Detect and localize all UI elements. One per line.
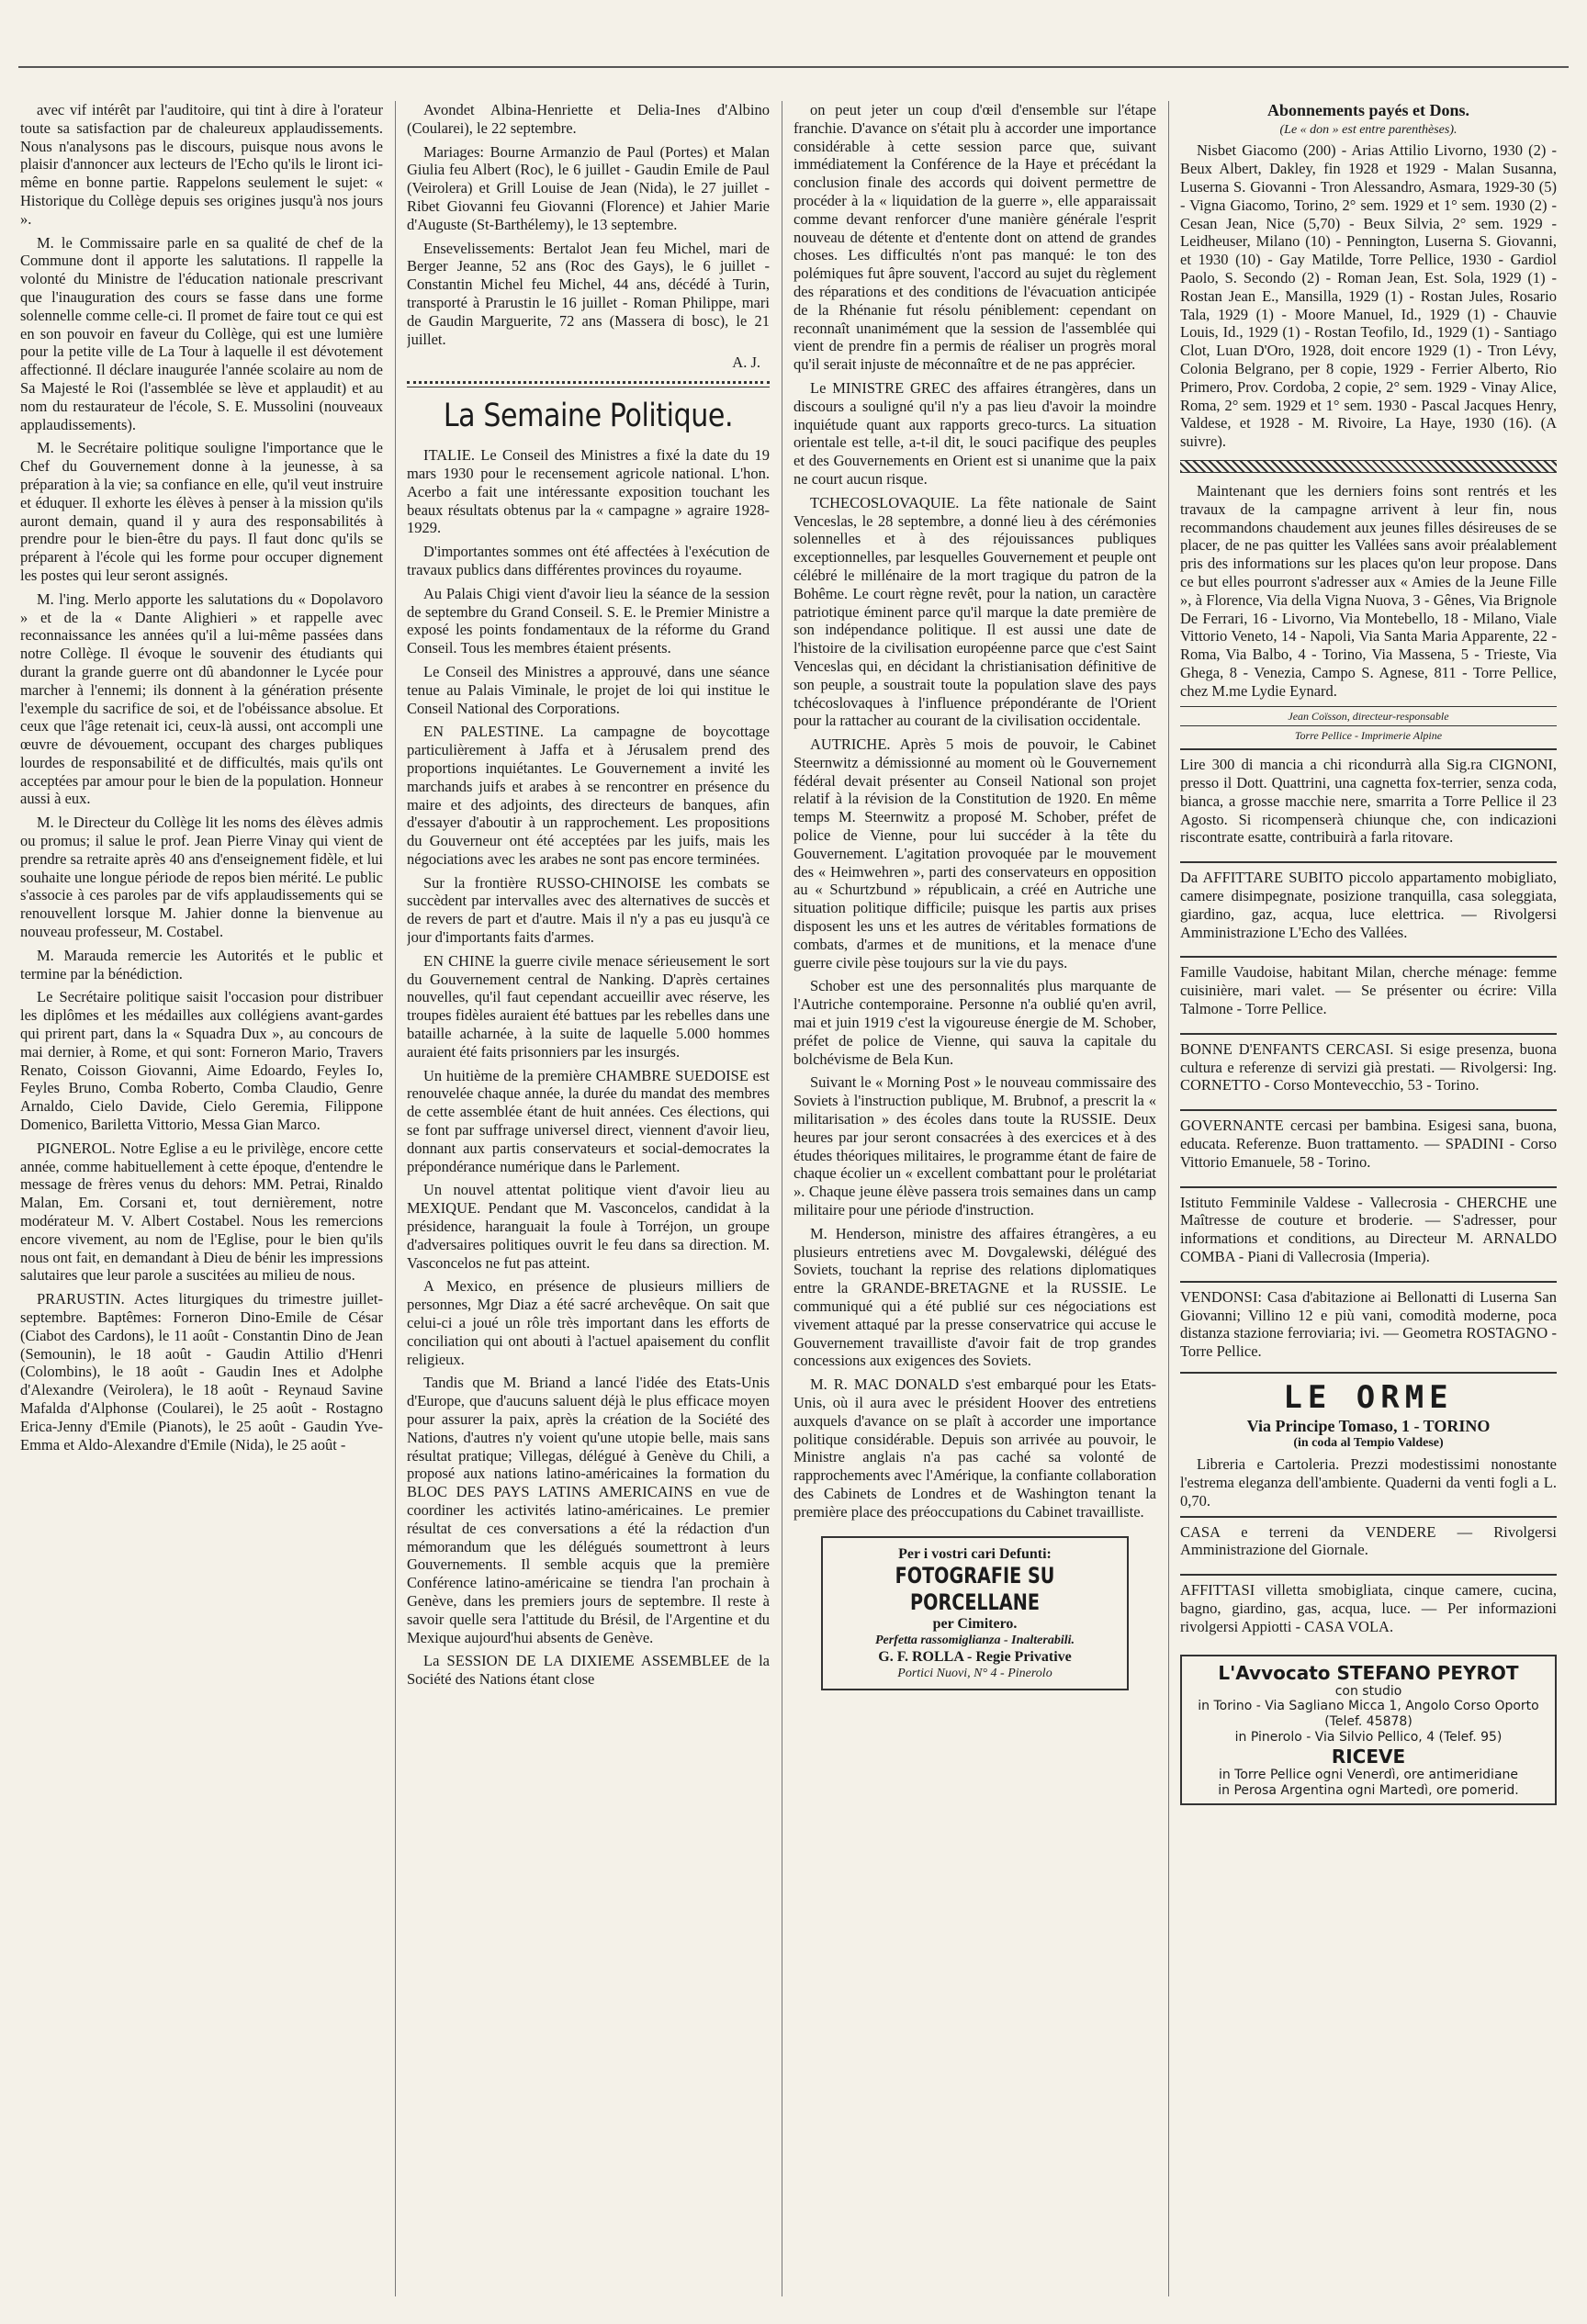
subscriptions-list: Nisbet Giacomo (200) - Arias Attilio Livorno, 1930 (2) - Beux Albert, Dakley, fin 1928 et 1929 - Malan Susanna, Luserna S. Giovanni - Tron Alessandro, Asmara, 1929-30 (5) - Vigna Giacomo, Torino, 2° sem. 1929 et 1° sem. 1930 (2) - Cesan Jean, Nice (5,70) - Beux Silvia, 2° sem. 1929 - Leidheuser, Milano (10) - Pennington, Luserna S. Giovanni, et 1930 (10) - Gay Matilde, Torre Pellice, 1930 - Gardiol Paolo, S. Secondo (2) - Roman Jean, Est. Sola, 1929 (1) - Rostan Jean E., Mansilla, 1929 (1) - Rostan Jules, Rosario Tala, 1929 (1) - Moore Manuel, Id., 1929 (1) - Chauvie Louis, Id., 1929 (1) - Rostan Teofilo, Id., 1929 (1) - Santiago Clot, Luan D'Oro, 1928, doit encore 1929 (1) - Tron Lévy, Colonia Belgrano, per 8 copie, 1929 - Ferrier Alberto, Rio Primero, Prov. Cordoba, 2 copie, 2° sem. 1929 - Vinay Alice, Roma, 2° sem. 1929 et 1° sem. 1930 - Pascal Jacques Henry, Valdese, et 1928 - M. Rivoire, La Haye, 1930 (16). (A suivre). xyxy=(1180,141,1557,451)
ad-text: Da AFFITTARE SUBITO piccolo appartamento mobigliato, camere disimpegnate, posizione tranquilla, casa soleggiata, giardino, gaz, acqua, luce elettrica. — Rivolgersi Amministrazione L'Echo des Vallées. xyxy=(1180,869,1557,941)
paragraph: PIGNEROL. Notre Eglise a eu le privilège, encore cette année, comme habituellement à cette époque, d'entendre le message de frères venus du dehors: MM. Petrai, Rinaldo Malan, Em. Corsani et, tout dernièrement, notre modérateur M. V. Albert Costabel. Nous les remercions encore vivement, au nom de l'Eglise, pour le bien qu'ils nous ont fait, en demandant à Dieu de bénir les impressions salutaires que leur parole a suscitées au milieu de nous. xyxy=(20,1139,383,1285)
column-4 xyxy=(1180,101,1557,2296)
le-orme-text: Libreria e Cartoleria. Prezzi modestissimi nonostante l'estrema eleganza dell'ambiente. Quaderni da venti fogli a L. 0,70. xyxy=(1180,1455,1557,1510)
classified-ad xyxy=(1180,1033,1557,1106)
lawyer-receives: RICEVE xyxy=(1331,1745,1406,1768)
classified-ad xyxy=(1180,1574,1557,1646)
photo-porcelain-ad xyxy=(821,1536,1129,1691)
paragraph: Le MINISTRE GREC des affaires étrangères, dans un discours a souligné qu'il n'y a pas lieu d'avoir la moindre inquiétude quant aux rapports greco-turcs. La situation orientale est telle, a-t-il dit, le souci pacifique des peuples et des Gouvernements en Orient est si unanime que la paix ne court aucun risque. xyxy=(794,378,1156,488)
ad-text: Lire 300 di mancia a chi ricondurrà alla Sig.ra CIGNONI, presso il Dott. Quattrini, una cagnetta fox-terrier, senza coda, bianca, a grosse macchie nere, smarrita a Torre Pellice il 23 Agosto. Si ricompenserà chiunque che, con indicazioni riscontrate esatte, contribuirà a farla ritovare. xyxy=(1180,756,1557,847)
paragraph: TCHECOSLOVAQUIE. La fête nationale de Saint Venceslas, le 28 septembre, a donné lieu à des cérémonies solennelles et à des réjouissances publiques exceptionnelles, par lesquelles Gouvernement et peuple ont célébré le millénaire de la mort tragique du patron de la Bohême. Le court règne revêt, pour la nation, un caractère patriotique éminent parce qu'il marque la date première de son indépendance politique. Il est aussi une date de l'histoire de la civilisation européenne parce que c'est Saint Venceslas qui, en décidant la christianisation définitive de son peuple, a soustrait toute la population slave des pays tchécoslovaques à l'influence prépondérante de l'Orient pour la rattacher au courant de la civilisation occidentale. xyxy=(794,493,1156,730)
paragraph: ITALIE. Le Conseil des Ministres a fixé la date du 19 mars 1930 pour le recensement agricole national. L'hon. Acerbo a fait une intéressante exposition touchant les beaux résultats obtenus par la « campagne » agraire 1928-1929. xyxy=(407,446,770,537)
imprint-printer: Torre Pellice - Imprimerie Alpine xyxy=(1180,725,1557,745)
ad-text: Famille Vaudoise, habitant Milan, cherche ménage: femme cuisinière, mari valet. — Se présenter ou écrire: Villa Talmone - Torre Pellice. xyxy=(1180,963,1557,1018)
ad-headline: FOTOGRAFIE SU PORCELLANE xyxy=(895,1562,1055,1615)
column-divider xyxy=(1168,101,1169,2296)
ad-text: BONNE D'ENFANTS CERCASI. Si esige presenza, buona cultura e referenze di servizi già prestati. — Rivolgersi: Ing. CORNETTO - Corso Montevecchio, 53 - Torino. xyxy=(1180,1039,1557,1095)
ad-line: Portici Nuovi, N° 4 - Pinerolo xyxy=(897,1666,1052,1680)
paragraph: La SESSION DE LA DIXIEME ASSEMBLEE de la Société des Nations étant close xyxy=(407,1652,770,1689)
section-title: La Semaine Politique. xyxy=(443,398,734,435)
paragraph: PRARUSTIN. Actes liturgiques du trimestre juillet-septembre. Baptêmes: Forneron Dino-Emile de César (Ciabot des Cardons), le 11 août - Constantin Dino de Jean (Semounin), le 18 août - Gaudin Attilio d'Henri (Colombins), le 18 août - Gaudin Ines et Adolphe d'Alexandre (Veirolera), le 18 août - Reynaud Savine Mafalda d'Alphonse (Coularei), le 25 août - Rostagno Erica-Jenny d'Emile (Pianots), le 25 août - Gaudin Yve-Emma et Aldo-Alexandre d'Emile (Nida), le 25 août - xyxy=(20,1290,383,1454)
ad-text: GOVERNANTE cercasi per bambina. Esigesi sana, buona, educata. Referenze. Buon trattamento. — SPADINI - Corso Vittorio Emanuele, 58 - Torino. xyxy=(1180,1117,1557,1171)
ad-text: AFFITTASI villetta smobigliata, cinque camere, cucina, bagno, giardino, gas, acqua, luce. — Per informazioni rivolgersi Appiotti - CASA VOLA. xyxy=(1180,1581,1557,1635)
imprint-director: Jean Coïsson, directeur-responsable xyxy=(1180,706,1557,725)
ad-text: Istituto Femminile Valdese - Vallecrosia - CHERCHE une Maîtresse de couture et broderie. — S'adresser, pour informations et conditions, au Directeur M. ARNALDO COMBA - Piani di Vallecrosia (Imperia). xyxy=(1180,1193,1557,1266)
lawyer-ad xyxy=(1180,1655,1557,1806)
paragraph: M. le Directeur du Collège lit les noms des élèves admis ou promus; il salue le prof. Jean Pierre Vinay qui vient de prendre sa retraite après 40 ans d'enseignement fidèle, et lui souhaite une longue période de repos bien mérité. Le public s'associe à ces paroles par de vifs applaudissements qui se renouvellent lorsque M. Jahier donne la bienvenue au nouveau professeur, M. Costabel. xyxy=(20,814,383,941)
paragraph: D'importantes sommes ont été affectées à l'exécution de travaux publics dans différentes provinces du royaume. xyxy=(407,543,770,578)
paragraph: Le Secrétaire politique saisit l'occasion pour distribuer les diplômes et les médailles aux collégiens avant-gardes qui prirent part, dans la « Squadra Dux », au concours de mai dernier, à Rome, et qui sont: Forneron Mario, Travers Renato, Coisson Giovanni, Aime Edoardo, Feyles Io, Feyles Bruno, Comba Roberto, Comba Claudio, Genre Arnaldo, Cielo Davide, Cielo Geremia, Filippone Domenico, Bariletta Vittorio, Messa Gian Marco. xyxy=(20,988,383,1134)
lawyer-line: con studio xyxy=(1334,1683,1402,1699)
column-divider xyxy=(395,101,396,2296)
ornamental-divider xyxy=(1180,460,1557,473)
subscriptions-heading: Abonnements payés et Dons. xyxy=(1266,101,1470,119)
classified-ad xyxy=(1180,1281,1557,1372)
paragraph: Suivant le « Morning Post » le nouveau commissaire des Soviets à l'instruction publique, M. Brubnof, a prescrit la « militarisation » des écoles dans toute la RUSSIE. Deux heures par jour seront consacrées à des exercices et à des études théoriques militaires, le programme étant de faire de chaque écolier un « excellent combattant pour le prolétariat ». Chaque jeune élève passera trois semaines dans un camp militaire pour une période d'instruction. xyxy=(794,1073,1156,1219)
paragraph: Sur la frontière RUSSO-CHINOISE les combats se succèdent par intervalles avec des alternatives de succès et de revers de part et d'autre. Mais il n'y a pas eu jusqu'à ce jour d'importants faits d'armes. xyxy=(407,873,770,947)
paragraph: Avondet Albina-Henriette et Delia-Ines d'Albino (Coularei), le 22 septembre. xyxy=(407,101,770,137)
column-2 xyxy=(407,101,770,2296)
paragraph: Un huitième de la première CHAMBRE SUEDOISE est renouvelée chaque année, la durée du mandat des membres de cette assemblée étant de huit années. Ces élections, qui se font par suffrage universel direct, viennent d'avoir lieu, donnant aux partis conservateurs et social-democrates la prépondérance numérique dans le Parlement. xyxy=(407,1066,770,1175)
paragraph: Schober est une des personnalités plus marquante de l'Autriche contemporaine. Personne n'a oublié qu'en avril, mai et juin 1919 c'est la vigoureuse énergie de M. Schober, préfet de police de Vienne, qui sauva la capitale du bolchévisme de Bela Kun. xyxy=(794,977,1156,1068)
paragraph: M. le Secrétaire politique souligne l'importance que le Chef du Gouvernement donne à la jeunesse, à sa préparation à la vie; sa confiance en elle, qu'il veut instruire et éduquer. Il exhorte les élèves à penser à la mission qu'ils auront demain, quand il y aura des responsabilités à prendre pour le bien-être du pays. Il faut donc qu'ils se préparent à l'école qui les forme pour occuper dignement les postes qui leur seront assignés. xyxy=(20,439,383,584)
ad-text: CASA e terreni da VENDERE — Rivolgersi Amministrazione del Giornale. xyxy=(1180,1522,1557,1559)
paragraph: EN PALESTINE. La campagne de boycottage particulièrement à Jaffa et à Jérusalem prend des proportions inquiétantes. Le Gouvernement a invité les marchands juifs et arabes à se rencontrer en présence du maire et des adjoints, des directeurs de banques, afin d'essayer d'aboutir à un rapprochement. Les propositions du Gouverneur ont été acceptées par les juifs, mais les négociations avec les arabes ne sont pas encore terminées. xyxy=(407,723,770,868)
ad-line: Perfetta rassomiglianza - Inalterabili. xyxy=(874,1633,1075,1647)
paragraph: M. le Commissaire parle en sa qualité de chef de la Commune dont il apporte les salutations. Il rappelle la volonté du Ministre de l'éducation nationale prescrivant que l'inauguration des cours se fasse dans une forme solennelle comme celle-ci. Il promet de faire tout ce qui est en son pouvoir en faveur du Collège, qui est une lumière pour la petite ville de La Tour à laquelle il est dévotement affectionné. Il déclare inaugurée l'année scolaire au nom de Sa Majesté le Roi (l'assemblée se lève et applaudit) et au nom du restaurateur de l'école, S. E. Mussolini (nouveaux applaudissements). xyxy=(20,233,383,433)
lawyer-line: in Perosa Argentina ogni Martedì, ore pomerid. xyxy=(1218,1782,1519,1798)
lawyer-line: in Torre Pellice ogni Venerdì, ore antimeridiane xyxy=(1218,1767,1519,1782)
classified-ad xyxy=(1180,1109,1557,1182)
le-orme-address: Via Principe Tomaso, 1 - TORINO xyxy=(1246,1416,1491,1435)
paragraph: Mariages: Bourne Armanzio de Paul (Portes) et Malan Giulia feu Albert (Roc), le 6 juillet - Gaudin Emile de Paul (Veirolera) et Grill Louise de Jean (Nida), le 27 juillet - Ribet Giovanni feu Giovanni (Florence) et Jahier Marie d'Auguste (St-Barthélemy), le 13 septembre. xyxy=(407,142,770,233)
paragraph: EN CHINE la guerre civile menace sérieusement le sort du Gouvernement central de Nanking. D'après certaines nouvelles, qu'il faut cependant accueillir avec réserve, les troupes fidèles auraient été battues par les rebelles dans une bataille acharnée, à la suite de laquelle 5.000 hommes auraient été faits prisonniers par les insurgés. xyxy=(407,951,770,1061)
paragraph: Tandis que M. Briand a lancé l'idée des Etats-Unis d'Europe, que d'aucuns saluent déjà le plus efficace moyen pour assurer la paix, après la création de la Société des Nations, d'autres n'y voient qu'une utopie belle, mais sans résultat pratique; Villegas, délégué à Genève du Chili, a proposé aux nations latino-américaines la formation du BLOC DES PAYS LATINS AMERICAINS en vue de coordiner les activités latino-américaines. Le premier résultat de ces conversations a été la rédaction d'un mémorandum que les délégués soumettront à leurs Gouvernements. Il semble acquis que la première Conférence latino-américaine se tiendra l'an prochain à Genève, dans les premiers jours de septembre. Il reste à savoir quelle sera l'attitude du Brésil, de l'Argentine et du Mexique aujourd'hui absents de Genève. xyxy=(407,1374,770,1646)
signature: A. J. xyxy=(732,354,760,372)
paragraph: M. Henderson, ministre des affaires étrangères, a eu plusieurs entretiens avec M. Dovgalewski, délégué des Soviets, touchant la reprise des relations diplomatiques entre la GRANDE-BRETAGNE et la RUSSIE. Le communiqué qui a été publié sur ces négociations est vivement attaqué par la presse conservatrice qui accuse le Gouvernement travailliste d'avoir fait de trop grandes concessions aux exigences des Soviets. xyxy=(794,1224,1156,1370)
ad-line: Per i vostri cari Defunti: xyxy=(898,1545,1052,1562)
paragraph: avec vif intérêt par l'auditoire, qui tint à dire à l'orateur toute sa satisfaction par de chaleureux applaudissements. Nous n'analysons pas le discours, puisque nous avons le plaisir d'annoncer aux lecteurs de l'Echo qu'ils le liront ici-même en bonne partie. Rappelons seulement le sujet: « Historique du Collège depuis ses origines jusqu'à nos jours ». xyxy=(20,101,383,228)
subscriptions-note: (Le « don » est entre parenthèses). xyxy=(1279,122,1458,137)
notice-paragraph: Maintenant que les derniers foins sont rentrés et les travaux de la campagne arrivent à leur fin, nous recommandons chaudement aux jeunes filles désireuses de se placer, de ne pas quitter les Vallées sans avoir préalablement pris des informations sur les places qu'on leur propose. Dans ce but elles pourront s'adresser aux « Amies de la Jeune Fille », à Florence, Via della Vigna Nuova, 3 - Gênes, Via Brignole De Ferrari, 16 - Livorno, Via Montebello, 18 - Milano, Viale Vittorio Veneto, 14 - Napoli, Via Santa Maria Apparente, 22 - Roma, Via Balbo, 4 - Torino, Via Massena, 5 - Trieste, Via Ghega, 8 - Venezia, Campo S. Agnese, 811 - Torre Pellice, chez M.me Lydie Eynard. xyxy=(1180,481,1557,700)
lawyer-title: L'Avvocato STEFANO PEYROT xyxy=(1218,1661,1519,1684)
paragraph: M. l'ing. Merlo apporte les salutations du « Dopolavoro » et de la « Dante Alighieri » et rappelle avec reconnaissance les années qu'il a lui-même passées dans notre Collège. Il évoque le souvenir des étudiants qui durant la grande guerre ont dû abandonner le Lycée pour marcher à l'ennemi; ils donnent à la génération présente l'exemple du sacrifice de soi, et de l'obéissance absolue. Et ceux que l'âge retenait ici, ceux-là aussi, ont accompli une œuvre de dévouement, occupant des charges publiques lourdes de responsabilité et de difficultés, mais qu'ils ont acceptées par amour pour le bien de la population. Honneur aussi à eux. xyxy=(20,589,383,808)
paragraph: Un nouvel attentat politique vient d'avoir lieu au MEXIQUE. Pendant que M. Vasconcelos, candidat à la présidence, haranguait la foule à Torréjon, un groupe d'adversaires politiques ouvrit le feu dans sa direction. M. Vasconcelos ne fut pas atteint. xyxy=(407,1181,770,1272)
classified-ad xyxy=(1180,1186,1557,1277)
classified-ad xyxy=(1180,956,1557,1028)
paragraph: Le Conseil des Ministres a approuvé, dans une séance tenue au Palais Viminale, le projet de loi qui institue le Conseil National des Corporations. xyxy=(407,662,770,717)
top-rule xyxy=(18,66,1569,68)
paragraph: Ensevelissements: Bertalot Jean feu Michel, mari de Berger Jeanne, 52 ans (Roc des Gays), le 6 juillet - Constantin Michel feu Michel, 44 ans, décédé à Turin, transporté à Prarustin le 16 juillet - Roman Philippe, mari de Gaudin Marguerite, 72 ans (Massera di bosc), le 21 juillet. xyxy=(407,239,770,348)
paragraph: A Mexico, en présence de plusieurs milliers de personnes, Mgr Diaz a été sacré archevêque. On sait que celui-ci a joué un rôle très important dans les efforts de conciliation qui ont abouti à l'actuel apaisement du conflit religieux. xyxy=(407,1277,770,1368)
le-orme-logo: LE ORME xyxy=(1180,1372,1557,1417)
paragraph: Au Palais Chigi vient d'avoir lieu la séance de la session de septembre du Grand Conseil. S. E. le Premier Ministre a exposé les points fondamentaux de la réforme du Grand Conseil. Tous les membres étaient présents. xyxy=(407,584,770,657)
ad-line: G. F. ROLLA - Regie Privative xyxy=(878,1649,1072,1666)
ad-text: VENDONSI: Casa d'abitazione ai Bellonatti di Luserna San Giovanni; Villino 12 e più vani, comodità moderne, poca distanza stazione ferroviaria; ivi. — Geometra ROSTAGNO - Torre Pellice. xyxy=(1180,1287,1557,1361)
column-1 xyxy=(20,101,383,2296)
paragraph: AUTRICHE. Après 5 mois de pouvoir, le Cabinet Steernwitz a démissionné au moment où le Gouvernement fédéral devait présenter au Conseil National son projet relatif à la révision de la Constitution de 1920. En même temps M. Steernwitz a proposé M. Schober, préfet de police de Vienne, pour lui succéder à la tête du Gouvernement. L'agitation provoquée par le mouvement des « Heimwehren », parti des conservateurs en opposition au « Schurtzbund » républicain, a créé en Autriche une situation politique difficile; puisque les partis aux prises disposent les uns et les autres de véritables formations de combats, d'armes et de munitions, et la menace d'une guerre civile pèse toujours sur la vie du pays. xyxy=(794,735,1156,971)
le-orme-subtitle: (in coda al Tempio Valdese) xyxy=(1293,1436,1444,1451)
column-3 xyxy=(794,101,1156,2296)
dotted-divider xyxy=(407,381,770,387)
classified-ad xyxy=(1180,1516,1557,1571)
classified-ad xyxy=(1180,861,1557,952)
lawyer-line: in Pinerolo - Via Silvio Pellico, 4 (Telef. 95) xyxy=(1234,1729,1503,1745)
classified-ad xyxy=(1180,748,1557,858)
paragraph: on peut jeter un coup d'œil d'ensemble sur l'étape franchie. D'avance on s'était plu à accorder une importance considérable à cette session parce que, suivant immédiatement la Conférence de la Haye et précédant la conclusion finale des accords qui doivent permettre de procéder à la « liquidation de la guerre », elle apparaissait comme devant renforcer d'une manière générale l'esprit nouveau de détente et d'entente dont on attend de grandes choses. Les difficultés n'ont pas manqué: le ton des polémiques fut âpre souvent, l'accord au sujet du règlement des réparations et des conditions de l'évacuation anticipée de la Rhénanie fut résolu péniblement: cependant on reconnaît unanimément que la session de l'assemblée qui vient de prendre fin a permis de réaliser un progrès moral qu'il serait injuste de méconnaître et de ne pas apprécier. xyxy=(794,101,1156,374)
ad-line: per Cimitero. xyxy=(932,1616,1018,1633)
lawyer-line: in Torino - Via Sagliano Micca 1, Angolo Corso Oporto (Telef. 45878) xyxy=(1198,1699,1539,1730)
paragraph: M. Marauda remercie les Autorités et le public et termine par la bénédiction. xyxy=(20,946,383,982)
paragraph: M. R. MAC DONALD s'est embarqué pour les Etats-Unis, où il aura avec le président Hoover des entretiens auxquels d'avance on se plaît à accorder une importance politique considérable. Depuis son arrivée au pouvoir, le Ministre anglais n'a pas caché sa volonté de rapprochements avec l'Amérique, la confiante collaboration des Cabinets de Londres et de Washington tenant la première place des préoccupations du Cabinet travailliste. xyxy=(794,1375,1156,1521)
